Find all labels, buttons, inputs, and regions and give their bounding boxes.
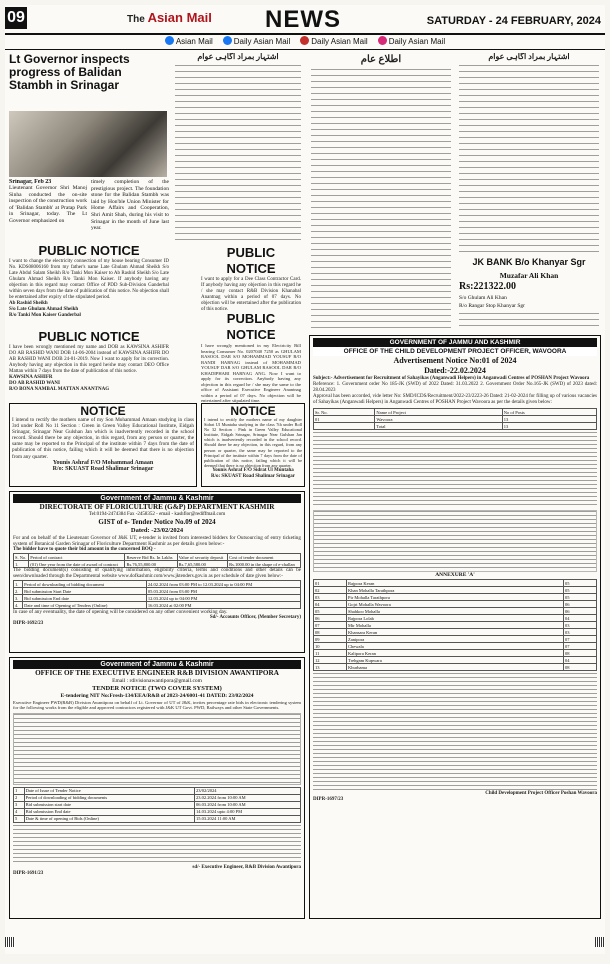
dept-email: Email : rdivisionawantipora@gmail.com	[112, 678, 202, 684]
table-cell: Khansara Keran	[346, 629, 563, 636]
table-header: Period of contract	[29, 554, 125, 561]
tender-lowest: The bidder have to quote their bid amount in the concerned BOQ -	[13, 547, 156, 552]
notice-signer-1: Younis Ashraf F/O Sidrat Ul Muntaha	[212, 467, 294, 473]
cdpo-advertisement	[309, 335, 601, 919]
urdu-heading: اشتہار بمراد آگاہی عوام	[488, 53, 570, 61]
table-header: Value of security deposit	[177, 554, 228, 561]
table-cell: 06	[564, 608, 597, 615]
notice-signer-2: S/o Late Ghulam Ahmad Sheikh	[9, 307, 79, 312]
table-header: Cost of tender document	[228, 554, 301, 561]
table-cell: Khan Mohalla Tarathpora	[346, 587, 563, 594]
table-row	[314, 587, 597, 594]
table-row: 1. Period of downloading of bidding document 24.02.2024 from 03:00 PM to 12.03.2024 up to 04:00 PM	[14, 581, 301, 588]
table-cell: 07	[314, 622, 347, 629]
office-name: OFFICE OF THE CHILD DEVELOPMENT PROJECT OFFICER, WAVOORA	[313, 347, 597, 356]
table-cell: Rs.76,55,800.00	[125, 561, 177, 568]
story-text-2: timely completion of the prestigious project. The foundation stone for the Balidan Stambh was laid by Hon'ble Union Minister for Home Affairs and Cooperation, Shri Amit Shah, during his visit to Srinagar in the month of June last year.	[91, 179, 169, 232]
tender-intro: Executive Engineer PWD(R&B) Division Awantipora on behalf of Lt. Governor of UT of J&K, invites percentage rate bids in electronic tendering system for the following works from the eligible and approved contractors registered with J&K UT Govt. PWD, Railways and other State Governments.	[13, 700, 301, 711]
urdu-notice-middle	[309, 53, 453, 333]
table-cell: Rajpora Keran	[346, 580, 563, 587]
tender-intro: For and on behalf of the Lieutenant Governor of J&K UT, e-tender is invited from interested bidders for Outsourcing of entry ticketing system of Botanical Garden Srinagar of Floriculture Department Kashmir as per details given below:-	[13, 535, 301, 547]
urdu-notice-right	[457, 53, 601, 243]
table-cell: 03	[564, 629, 597, 636]
terms-text	[13, 825, 301, 865]
facebook-icon	[165, 36, 174, 45]
table-cell: Gojri Mohalla Wavoora	[346, 601, 563, 608]
story-text-1: Lieutenant Governor Shri Manoj Sinha conducted the on-site inspection of the construction work of 'Balidan Stambh' at Pratap Park in Srinagar, today. The Lt Governor emphasized on	[9, 185, 87, 224]
table-cell: Trehgam Kupwara	[346, 657, 563, 664]
tender-para: The bidding document(s) consisting of qualifying information, eligibility criteria, terms and conditions and other details can be seen/downloaded through the Departmental website www.dofkashmir.com/www.jktenders.gov.in as per schedule of date given below:-	[13, 568, 301, 579]
table-cell: 08	[564, 650, 597, 657]
social-link-3[interactable]: Daily Asian Mail	[300, 36, 367, 48]
bank-notice	[457, 245, 601, 333]
urdu-notice-top	[173, 53, 303, 243]
public-notice-1	[9, 243, 169, 327]
section-title: NEWS	[265, 7, 341, 33]
notice-title: PUBLIC NOTICE	[226, 245, 276, 276]
brand-prefix: The	[127, 14, 145, 25]
table-cell: 04	[564, 657, 597, 664]
bank-holder-father: S/o Ghulam Ali Khan	[459, 295, 507, 301]
dept-name: DIRECTORATE OF FLORICULTURE (G&P) DEPARTMENT KASHMIR	[39, 503, 275, 511]
table-cell: 05	[564, 587, 597, 594]
table-cell: 08	[564, 664, 597, 671]
table-cell: 06	[564, 601, 597, 608]
table-row	[314, 608, 597, 615]
page-number: 09	[5, 7, 27, 29]
facebook-icon	[223, 36, 232, 45]
public-notice-3	[201, 245, 301, 311]
table-row	[314, 580, 597, 587]
tender-footer: In case of any eventuality, the date of opening will be considered on any other convenient working day.	[13, 609, 228, 615]
table-cell: 10	[314, 643, 347, 650]
table-row	[314, 650, 597, 657]
table-cell: 02	[314, 587, 347, 594]
table-row: 2. Bid submission Start Date 05.03.2024 from 03:00 PM	[14, 588, 301, 595]
gov-banner: GOVERNMENT OF JAMMU AND KASHMIR	[313, 338, 597, 347]
table-cell: 05	[314, 608, 347, 615]
registration-mark	[595, 937, 605, 947]
notice-1	[9, 403, 197, 487]
application-guidelines	[313, 432, 597, 508]
notice-signer-1: KAWSINA ASHIFR	[9, 375, 53, 380]
social-link-1[interactable]: Asian Mail	[165, 36, 213, 48]
urdu-heading: اطلاع عام	[360, 54, 402, 65]
tender-no: GIST of e- Tender Notice No.09 of 2024	[98, 518, 216, 526]
bank-holder: Muzafar Ali Khan	[499, 271, 559, 280]
notice-title: PUBLIC NOTICE	[226, 311, 276, 342]
notice-body: I intend to rectify the mothers name of my daughter Sidrat Ul Muntaha studying in the class 7th under Roll No 32 Section : Pink in Green Valley Educational Institute, Eidgah Srinagar, Srinagar Near Gulshan Jan which is inadvertently recorded in the school record. Should there be any objection, in this regard, from any person or quarter, the same may be reported to the Principal of the institute within 7 days from the date of publication of this notice, failing which it will be deemed that there is no objection from any quarter.	[204, 417, 302, 468]
table-row: 4. Date and time of Opening of Tenders (Online) 16.03.2024 at 02:00 PM	[14, 602, 301, 609]
table-row	[314, 664, 597, 671]
urdu-heading: اشتہار بمراد آگاہی عوام	[197, 53, 279, 61]
tender-title: TENDER NOTICE (TWO COVER SYSTEM)	[92, 685, 222, 692]
gov-banner: Government of Jammu & Kashmir	[13, 494, 301, 503]
table-cell: Mir Mohalla	[346, 622, 563, 629]
application-form	[313, 510, 597, 572]
notice-signer-1: Ab Rashid Sheikh	[9, 301, 48, 306]
notice-signer-2: DO AB RASHID WANI	[9, 381, 60, 386]
table-row	[314, 643, 597, 650]
table-cell: 09	[314, 636, 347, 643]
ad-date: Dated:-22.02.2024	[424, 366, 486, 375]
table-row	[314, 622, 597, 629]
brand-name: Asian Mail	[147, 13, 212, 25]
ad-reference: Reference: 1. Government order No 185-JK (SWD) of 2022 Dated: 31.03.2022 2. Government Order No.165-JK (SWD) of 2023 dated: 28.04.2023	[313, 382, 597, 393]
table-row	[314, 629, 597, 636]
newspaper-page	[5, 5, 605, 954]
notice-body: I want to apply for a Dee Class Contractor Card. If anybody having any objection in this regard he / she may contact R&B Division Khanabal Anantnag within a period of 07 days. No objection will be entertained after the publication of this notice.	[201, 277, 301, 311]
vacancy-table	[313, 408, 597, 430]
table-row: 01 Wavoora 13	[314, 416, 597, 423]
table-cell: 06	[314, 615, 347, 622]
notice-title: NOTICE	[80, 404, 126, 418]
notice-title: PUBLIC NOTICE	[38, 243, 140, 258]
table-cell: 04	[564, 615, 597, 622]
table-cell: 1.	[14, 561, 29, 568]
table-header-row	[314, 409, 597, 416]
table-cell: Kalipora Keran	[346, 650, 563, 657]
notice-2	[201, 403, 305, 487]
notice-body: I want to change the electricity connection of my house bearing Consumer ID No. KDS08006160 from my father's name Late Ghulam Ahmad Sheikh S/o Late Abdul Salam Sheikh R/o Tanki Mon Kaiser to Ab Rashid Sheikh S/o Late Ghulam Ahmad Sheikh R/o Tanki Mon Kaiser. If anybody having any objection in this regard may contact Office of PDD Sub-Division Ganderbal within seven days from the date of publication of this notice. No objection shall be entertained after expiry of the stipulated period.	[9, 259, 169, 300]
eligibility-text	[313, 673, 597, 791]
bank-holder-address: R/o Rangar Stop Khanyar Sgr	[459, 303, 525, 309]
schedule-table	[13, 787, 301, 823]
notice-signer-2: R/o: SKUAST Road Shalimar Srinagar	[52, 465, 154, 472]
table-cell: 03	[314, 594, 347, 601]
notice-signer-2: R/o: SKUAST Road Shalimar Srinagar	[211, 473, 295, 479]
annexure-label: ANNEXURE 'A'	[435, 572, 475, 578]
urdu-text-block	[175, 65, 301, 241]
tender-sign: Sd/- Accounts Officer, (Member Secretary)	[209, 615, 301, 620]
urdu-text-block	[459, 313, 599, 331]
social-links	[125, 36, 485, 48]
notice-body: I intend to rectify the mothers name of my Son Mohammad Amaan studying in class 3rd under Roll No 11 Section : Green in Green Valley Educational Institute, Eidgah Srinagar, Srinagar Near Gulshan Jan which is inadvertently recorded in the school record. Should there be any objection, in this regard, from any person or quarter, the same may be reported to the Principal of the institute within 7 days from the date of publication of this notice, failing which it will be deemed that there is no objection from any quarter.	[12, 417, 194, 460]
nit-no: E-tendering NIT No:Fresh-134/EEA/R&B of 2023-24/6001-41 DATED: 23/02/2024	[60, 693, 254, 699]
table-row	[314, 615, 597, 622]
story-photo	[9, 111, 167, 177]
table-header: Sr. No.	[314, 409, 375, 416]
social-link-4[interactable]: Daily Asian Mail	[378, 36, 445, 48]
header-rule-2	[5, 49, 605, 50]
table-row	[14, 561, 301, 568]
table-cell: 01	[314, 580, 347, 587]
ad-sign: Child Development Project Officer Poshan Wavoora	[485, 791, 597, 796]
urdu-text-block	[459, 65, 599, 241]
ad-number: Advertisement Notice No:01 of 2024	[393, 356, 517, 365]
floriculture-tender	[9, 491, 305, 653]
notice-body: I have been wrongly mentioned my name and DOB as KAWSINA ASHIFR DO AB RASHID WANI DOB 14-06-2004 instead of KAWSINA ASHIFR DO AB RASHID WANI DOB 24-01-2019. Now I want to apply for its correction. Anybody having any objection in this regard he/she may contact DEO Office Mattan within 7 days from the date of publication of this notice.	[9, 345, 169, 374]
tender-table	[13, 553, 301, 568]
urdu-text-block-2	[311, 183, 451, 331]
public-notice-4	[201, 311, 301, 403]
table-cell: 03	[564, 622, 597, 629]
ad-subject: Subject:- Advertisement for Recruitment of Sahayikas (Anganwadi Helpers) in Anganwadi Centres of POSHAN Project Wavoora	[313, 376, 590, 381]
table-cell: 11	[314, 650, 347, 657]
notice-title: NOTICE	[230, 404, 276, 418]
dipr-no: DIPR-1692/23	[13, 621, 44, 626]
social-link-2[interactable]: Daily Asian Mail	[223, 36, 290, 48]
table-header-row	[14, 554, 301, 561]
dipr-no: DIPR-1697/23	[313, 797, 344, 802]
dept-contact: Tel:0194-2474384 Fax -2458352 - email - kashflor@rediffmail.com	[88, 512, 226, 517]
table-cell: 07	[564, 636, 597, 643]
notice-signer-3: R/O BONA NAMBAL MATTAN ANANTNAG	[9, 387, 110, 392]
table-cell: Pir Mohalla Tarathpora	[346, 594, 563, 601]
story-dateline: Srinagar, Feb 23	[9, 179, 52, 185]
youtube-icon	[300, 36, 309, 45]
notice-title: PUBLIC NOTICE	[38, 329, 140, 344]
table-header: No of Posts	[502, 409, 596, 416]
works-table	[13, 713, 301, 785]
urdu-text-block	[459, 245, 599, 255]
table-cell: Rs.7,65,580.00	[177, 561, 228, 568]
table-header: S. No.	[14, 554, 29, 561]
rnb-tender	[9, 657, 305, 919]
table-cell: (01) One year from the date of award of contract	[29, 561, 125, 568]
bank-label: JK BANK B/o Khanyar Sgr	[472, 257, 586, 267]
tender-date: Dated: -23/02/2024	[130, 527, 184, 534]
tender-sign: sd/- Executive Engineer, R&B Division Awantipora	[192, 864, 301, 870]
table-row	[314, 601, 597, 608]
schedule-table	[13, 580, 301, 609]
table-header: Name of Project	[375, 409, 502, 416]
masthead-logo	[127, 13, 217, 27]
registration-mark	[5, 937, 15, 947]
table-cell: Chewala	[346, 643, 563, 650]
notice-signer-3: R/o Tanki Mon Kaiser Ganderbal	[9, 313, 81, 318]
centres-table	[313, 579, 597, 671]
notice-signer-1: Younis Ashraf F/O Mohammad Amaan	[52, 459, 154, 466]
table-row: Total 13	[314, 423, 597, 430]
urdu-text-block	[311, 69, 451, 179]
table-row: 3. Bid submission End date 12.03.2024 up to 04:00 PM	[14, 595, 301, 602]
table-cell: 12	[314, 657, 347, 664]
table-row: 2 Period of downloading of bidding documents 23.02.2024 from 10:00 AM	[14, 794, 301, 801]
issue-date: SATURDAY - 24 FEBRUARY, 2024	[426, 15, 601, 27]
table-row	[314, 657, 597, 664]
ad-para: Approval has been accorded, vide letter No: SMD/ICDS/Recruitment/2022-23/2223-26 Dated: 21-02-2024 for filling up of various vacancies of Sahayikas (Anganwadi Helpers) in Anganwadi Centres of POSHAN Project Wavoora as per the details given below:	[313, 394, 597, 405]
notice-body: I have wrongly mentioned in my Electricity Bill bearing Consumer No. 0207040 7250 as GHULAM RASOOL DAR S/O MOHAMMAD YOUSUF R/O BANDI HARNAG instead of MOHAMMAD YOUSUF DAR S/O GHULAM RASOOL DAR R/O KHADIPHARI HARNAG ANG. Now I want to apply for its correction. Anybody having any objection in this regard he / she may the same to the office of Assistant Executive Engineer Anantnag within a period of 07 days. No objection will be entertained after stipulated time.	[201, 343, 301, 403]
table-cell: 04	[314, 601, 347, 608]
table-row: 4 Bid submission End date 14.03.2024 upto 4:00 PM	[14, 808, 301, 815]
header-rule	[5, 33, 605, 35]
table-row: 3 Bid submission start date 06.03.2024 from 10:00 AM	[14, 801, 301, 808]
table-cell: 08	[314, 629, 347, 636]
table-row	[314, 636, 597, 643]
story-col-1	[9, 179, 87, 247]
table-row: 5 Date & time of opening of Bids (Online) 15.03.2024 11:00 AM	[14, 815, 301, 822]
bank-amount: Rs:221322.00	[459, 281, 516, 292]
story-headline: Lt Governor inspects progress of Balidan Stambh in Srinagar	[9, 53, 130, 92]
table-row: 1 Date of Issue of Tender Notice 23/02/2024	[14, 787, 301, 794]
table-cell: 05	[564, 580, 597, 587]
public-notice-2	[9, 329, 169, 399]
table-cell: 05	[564, 594, 597, 601]
table-cell: Khurhama	[346, 664, 563, 671]
table-cell: 07	[564, 643, 597, 650]
dipr-no: DIPR-1691/23	[13, 870, 44, 876]
table-cell: Shahkoo Mohalla	[346, 608, 563, 615]
table-cell: Zanipora	[346, 636, 563, 643]
table-cell: Rajpora Lolab	[346, 615, 563, 622]
gov-banner: Government of Jammu & Kashmir	[13, 660, 301, 669]
dept-name: OFFICE OF THE EXECUTIVE ENGINEER R&B DIVISION AWANTIPORA	[35, 669, 279, 677]
table-cell: 13	[314, 664, 347, 671]
instagram-icon	[378, 36, 387, 45]
table-header: Reserve Bid Rs. In Lakhs	[125, 554, 177, 561]
table-cell: Rs.1000.00 in the shape of e-challan	[228, 561, 301, 568]
table-row	[314, 594, 597, 601]
